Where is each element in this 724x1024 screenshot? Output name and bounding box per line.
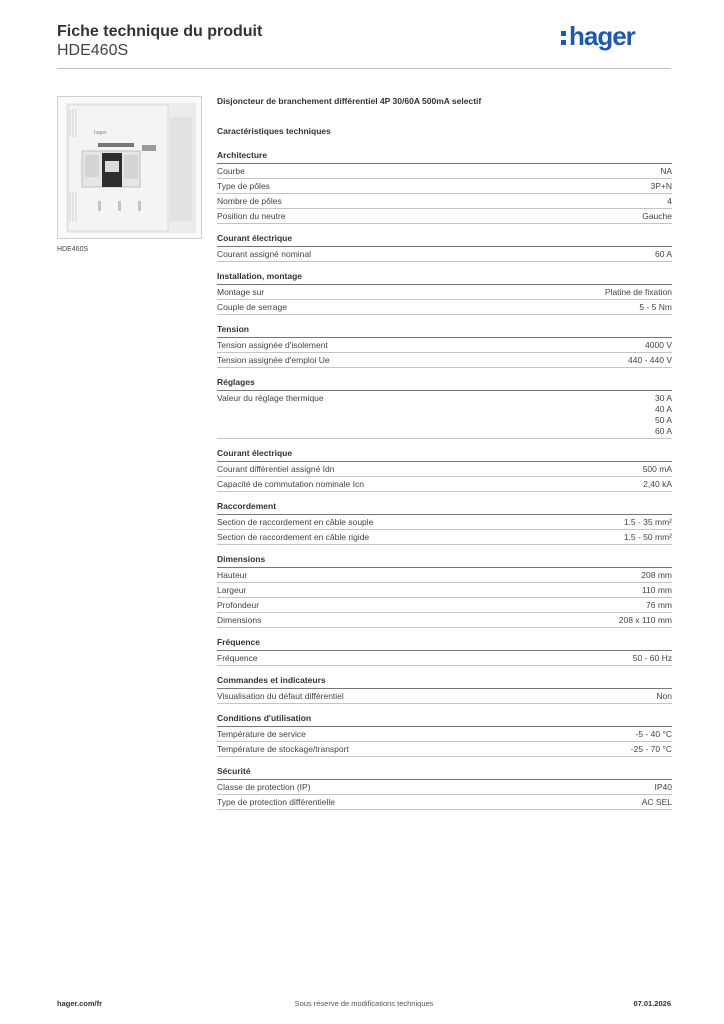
spec-row — [217, 391, 672, 439]
spec-value — [660, 166, 672, 177]
section-title: Architecture — [217, 141, 672, 164]
spec-label: Dimensions — [217, 615, 262, 625]
spec-label: Profondeur — [217, 600, 260, 610]
spec-row — [217, 179, 672, 194]
logo-wordmark: hager — [569, 22, 635, 51]
specs-heading: Caractéristiques techniques — [217, 126, 331, 136]
spec-value — [642, 211, 672, 222]
spec-label: Hauteur — [217, 570, 248, 580]
spec-value — [642, 585, 672, 596]
spec-value — [605, 287, 672, 298]
spec-value-line: 1.5 - 35 mm² — [623, 517, 672, 527]
spec-label: Capacité de commutation nominale Icn — [217, 479, 364, 489]
spec-value-line: -5 - 40 °C — [635, 729, 672, 739]
spec-value-line: 30 A — [654, 393, 672, 403]
spec-value-line: 1.5 - 50 mm² — [623, 532, 672, 542]
spec-row — [217, 477, 672, 492]
breaker-illustration — [58, 97, 201, 238]
spec-value — [645, 340, 672, 351]
spec-label: Tension assignée d'isolement — [217, 340, 328, 350]
spec-label: Courbe — [217, 166, 245, 176]
page-footer — [57, 998, 671, 1010]
spec-row — [217, 285, 672, 300]
footer-website: hager.com/fr — [57, 999, 103, 1008]
spec-row — [217, 194, 672, 209]
device-brand-label: hager — [94, 130, 107, 136]
spec-value-line: 208 mm — [641, 570, 672, 580]
spec-value-line: 50 A — [654, 415, 672, 425]
footer-disclaimer: Sous réserve de modifications techniques — [294, 999, 434, 1008]
spec-value — [651, 181, 673, 192]
spec-value — [639, 302, 672, 313]
spec-label: Largeur — [217, 585, 247, 595]
spec-label: Courant assigné nominal — [217, 249, 312, 259]
spec-row — [217, 164, 672, 179]
section-title: Commandes et indicateurs — [217, 666, 672, 689]
hager-logo — [561, 22, 671, 52]
product-reference: HDE460S — [57, 42, 129, 59]
spec-value — [636, 729, 672, 740]
spec-value-line: 60 A — [654, 426, 672, 436]
spec-row — [217, 515, 672, 530]
spec-label: Section de raccordement en câble souple — [217, 517, 374, 527]
spec-row — [217, 742, 672, 757]
image-caption: HDE460S — [57, 246, 89, 253]
spec-value-line: 440 - 440 V — [628, 355, 672, 365]
spec-value — [643, 464, 672, 475]
spec-value — [656, 691, 672, 702]
spec-label: Valeur du réglage thermique — [217, 393, 324, 403]
spec-value — [619, 615, 672, 626]
spec-row — [217, 613, 672, 628]
spec-label: Type de pôles — [217, 181, 270, 191]
spec-row — [217, 780, 672, 795]
spec-row — [217, 651, 672, 666]
spec-value-line: Platine de fixation — [604, 287, 672, 297]
spec-value-line: 5 - 5 Nm — [639, 302, 672, 312]
spec-value — [628, 355, 672, 366]
spec-value-line: AC SEL — [641, 797, 672, 807]
spec-value-line: Non — [656, 691, 672, 701]
section-title: Réglages — [217, 368, 672, 391]
spec-value-line: 4 — [667, 196, 672, 206]
spec-value — [642, 797, 672, 808]
spec-row — [217, 209, 672, 224]
page-header — [57, 22, 671, 66]
section-title: Tension — [217, 315, 672, 338]
spec-value-line: NA — [660, 166, 672, 176]
section-title: Courant électrique — [217, 224, 672, 247]
spec-value — [643, 479, 672, 490]
section-title: Fréquence — [217, 628, 672, 651]
spec-value-line: 76 mm — [646, 600, 672, 610]
spec-label: Nombre de pôles — [217, 196, 282, 206]
spec-value — [655, 393, 672, 437]
spec-value-line: 40 A — [654, 404, 672, 414]
spec-label: Position du neutre — [217, 211, 286, 221]
spec-label: Classe de protection (IP) — [217, 782, 311, 792]
spec-label: Montage sur — [217, 287, 265, 297]
spec-value — [631, 744, 672, 755]
section-title: Raccordement — [217, 492, 672, 515]
spec-row — [217, 727, 672, 742]
spec-row — [217, 247, 672, 262]
spec-row — [217, 795, 672, 810]
spec-label: Température de service — [217, 729, 306, 739]
spec-value-line: -25 - 70 °C — [630, 744, 672, 754]
spec-value-line: 50 - 60 Hz — [632, 653, 672, 663]
spec-row — [217, 353, 672, 368]
spec-value-line: 2,40 kA — [643, 479, 672, 489]
section-title: Sécurité — [217, 757, 672, 780]
spec-label: Section de raccordement en câble rigide — [217, 532, 370, 542]
spec-value — [624, 532, 672, 543]
spec-label: Type de protection différentielle — [217, 797, 335, 807]
spec-value — [633, 653, 672, 664]
spec-value — [624, 517, 672, 528]
spec-row — [217, 598, 672, 613]
footer-date: 07.01.2026 — [633, 999, 671, 1008]
page-title: Fiche technique du produit — [57, 23, 263, 40]
spec-value — [646, 600, 672, 611]
spec-value-line: IP40 — [654, 782, 672, 792]
spec-value-line: 60 A — [654, 249, 672, 259]
section-title: Courant électrique — [217, 439, 672, 462]
product-description: Disjoncteur de branchement différentiel 4P 30/60A 500mA selectif — [217, 96, 482, 106]
spec-row — [217, 300, 672, 315]
product-image — [57, 96, 202, 239]
spec-value-line: Gauche — [642, 211, 672, 221]
spec-label: Visualisation du défaut différentiel — [217, 691, 344, 701]
spec-label: Tension assignée d'emploi Ue — [217, 355, 330, 365]
section-title: Dimensions — [217, 545, 672, 568]
spec-value-line: 500 mA — [642, 464, 672, 474]
spec-value-line: 3P+N — [650, 181, 672, 191]
section-title: Conditions d'utilisation — [217, 704, 672, 727]
spec-value-line: 208 x 110 mm — [618, 615, 672, 625]
spec-label: Fréquence — [217, 653, 258, 663]
spec-value — [655, 782, 673, 793]
spec-value-line: 110 mm — [641, 585, 672, 595]
header-divider — [57, 68, 671, 69]
spec-row — [217, 689, 672, 704]
spec-row — [217, 530, 672, 545]
spec-value-line: 4000 V — [645, 340, 672, 350]
spec-row — [217, 568, 672, 583]
spec-label: Couple de serrage — [217, 302, 287, 312]
spec-value — [667, 196, 672, 207]
spec-row — [217, 338, 672, 353]
spec-value — [641, 570, 672, 581]
spec-label: Température de stockage/transport — [217, 744, 349, 754]
spec-value — [655, 249, 672, 260]
spec-row — [217, 462, 672, 477]
section-title: Installation, montage — [217, 262, 672, 285]
spec-label: Courant différentiel assigné Idn — [217, 464, 335, 474]
spec-content — [217, 96, 672, 810]
spec-sections — [217, 141, 672, 810]
spec-row — [217, 583, 672, 598]
